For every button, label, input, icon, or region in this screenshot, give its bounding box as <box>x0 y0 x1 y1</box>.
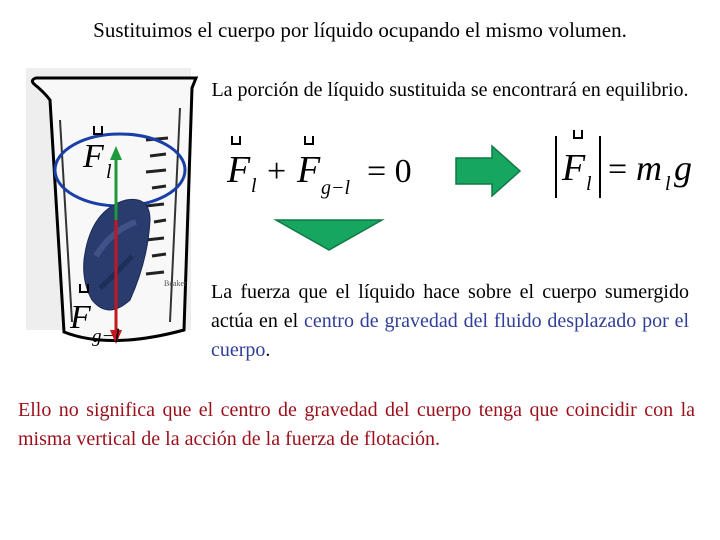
implies-down-arrow <box>274 218 384 252</box>
svg-text:F: F <box>297 149 321 191</box>
vector-mark-icon <box>574 130 582 138</box>
beaker-brand-label: Beaker <box>164 279 187 288</box>
implies-right-arrow <box>456 146 522 196</box>
svg-text:l: l <box>586 173 592 195</box>
slide-title: Sustituimos el cuerpo por líquido ocupando el mismo volumen. <box>93 18 627 42</box>
explanation-end: . <box>265 339 271 361</box>
equilibrium-statement: La porción de líquido sustituida se encontrará en equilibrio. <box>211 79 689 101</box>
svg-text:+: + <box>267 153 287 190</box>
explanation-highlight: centro de gravedad del fluido desplazado por el cuerpo <box>211 310 689 361</box>
svg-text:l: l <box>251 175 257 197</box>
fl-label: F <box>83 138 104 175</box>
svg-text:g: g <box>674 148 692 188</box>
fgl-label-sub: g−l <box>92 326 120 347</box>
explanation-text: La fuerza que el líquido hace sobre el cuerpo sumergido actúa en el <box>211 281 689 332</box>
equilibrium-equation <box>225 128 430 203</box>
svg-text:g−l: g−l <box>321 177 351 199</box>
vector-mark-icon <box>232 136 240 144</box>
svg-text:= 0: = 0 <box>367 153 412 190</box>
buoyancy-explanation <box>211 278 689 365</box>
svg-text:F: F <box>562 147 586 189</box>
fl-label-sub: l <box>106 161 112 183</box>
fgl-label: F <box>70 299 91 336</box>
beaker-diagram <box>20 60 220 350</box>
buoyancy-magnitude-equation <box>552 124 707 204</box>
svg-text:m: m <box>636 148 662 188</box>
svg-text:l: l <box>665 173 671 195</box>
svg-text:F: F <box>227 149 251 191</box>
conclusion-note: Ello no significa que el centro de gravedad del cuerpo tenga que coincidir con la misma vertical de la acción de la fuerza de flotación. <box>18 399 695 450</box>
svg-text:=: = <box>608 151 628 188</box>
vector-mark-icon <box>305 136 313 144</box>
